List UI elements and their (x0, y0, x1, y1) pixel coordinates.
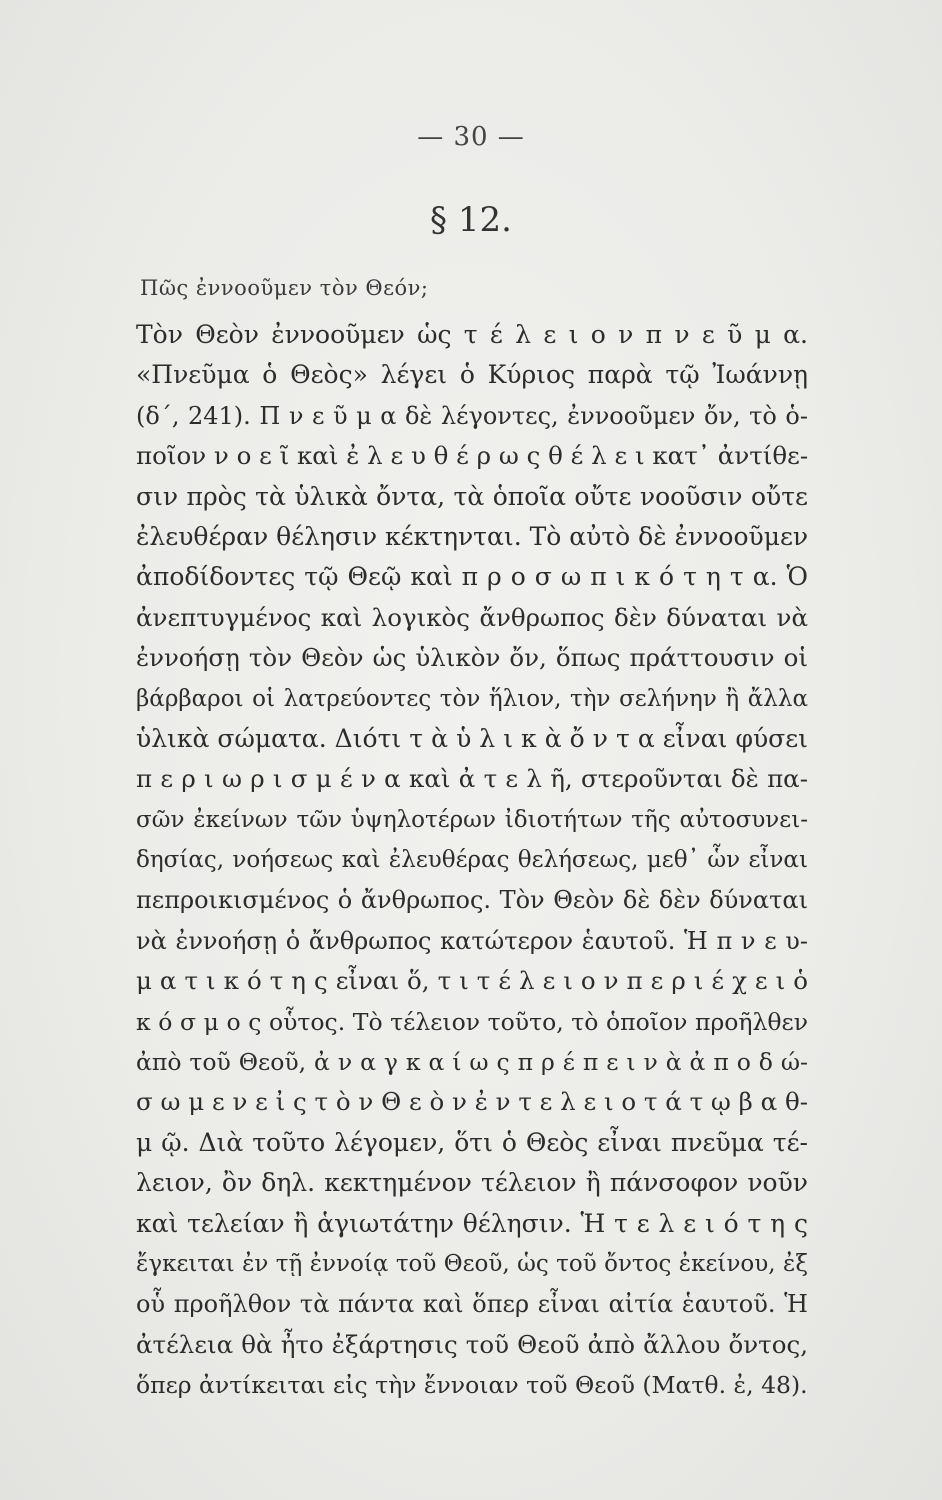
text-line: Τὸν Θεὸν ἐννοοῦμεν ὡς τ έ λ ε ι ο ν π ν ε ῦ μ α. (136, 320, 808, 349)
text-line: ἐλευθέραν θέλησιν κέκτηνται. Τὸ αὐτὸ δὲ ἐννοοῦμεν (136, 521, 809, 551)
text-line: νὰ ἐννοήσῃ ὁ ἄνθρωπος κατώτερον ἑαυτοῦ. Ἡ π ν ε υ- (136, 926, 808, 955)
text-line: ἀπὸ τοῦ Θεοῦ, ἀ ν α γ κ α ί ω ς π ρ έ π ε ι ν ὰ ἀ π ο δ ώ- (136, 1048, 808, 1077)
text-line: (δ΄, 241). Π ν ε ῦ μ α δὲ λέγοντες, ἐννοοῦμεν ὄν, τὸ ὁ- (136, 401, 808, 430)
text-line: δησίας, νοήσεως καὶ ἐλευθέρας θελήσεως, μεθ᾽ ὧν εἶναι (136, 847, 808, 874)
text-line: ἐννοήσῃ τὸν Θεὸν ὡς ὑλικὸν ὄν, ὅπως πράττουσιν οἱ (136, 643, 808, 673)
text-line: σ ω μ ε ν ε ἰ ς τ ὸ ν Θ ε ὸ ν ἐ ν τ ε λ ε ι ο τ ά τ ῳ β α θ- (136, 1087, 808, 1117)
text-line: κ ό σ μ ο ς οὗτος. Τὸ τέλειον τοῦτο, τὸ ὁποῖον προῆλθεν (136, 1007, 808, 1036)
text-line: μ ῷ. Διὰ τοῦτο λέγομεν, ὅτι ὁ Θεὸς εἶναι πνεῦμα τέ- (136, 1127, 808, 1157)
text-line: ποῖον ν ο ε ῖ καὶ ἐ λ ε υ θ έ ρ ω ς θ έ λ ε ι κατ᾽ ἀντίθε- (136, 441, 809, 471)
text-line: μ α τ ι κ ό τ η ς εἶναι ὅ, τ ι τ έ λ ε ι ο ν π ε ρ ι έ χ ε ι ὁ (136, 966, 808, 996)
section-question: Πῶς ἐννοοῦμεν τὸν Θεόν; (140, 276, 429, 300)
text-line: σιν πρὸς τὰ ὑλικὰ ὄντα, τὰ ὁποῖα οὔτε νοοῦσιν οὔτε (136, 481, 808, 511)
section-heading: § 12. (430, 200, 512, 240)
text-line: βάρβαροι οἱ λατρεύοντες τὸν ἥλιον, τὴν σελήνην ἢ ἄλλα (136, 685, 808, 712)
text-line: πεπροικισμένος ὁ ἄνθρωπος. Τὸν Θεὸν δὲ δὲν δύναται (136, 886, 808, 915)
text-line: καὶ τελείαν ἢ ἁγιωτάτην θέλησιν. Ἡ τ ε λ ε ι ό τ η ς (136, 1208, 808, 1238)
text-line: ἔγκειται ἐν τῇ ἐννοίᾳ τοῦ Θεοῦ, ὡς τοῦ ὄντος ἐκείνου, ἐξ (136, 1250, 808, 1277)
text-line: ἀτέλεια θὰ ἦτο ἐξάρτησις τοῦ Θεοῦ ἀπὸ ἄλλου ὄντος, (136, 1329, 808, 1359)
text-line: ὑλικὰ σώματα. Διότι τ ὰ ὑ λ ι κ ὰ ὄ ν τ α εἶναι φύσει (136, 723, 808, 753)
text-line: ὅπερ ἀντίκειται εἰς τὴν ἔννοιαν τοῦ Θεοῦ (Ματθ. ἐ, 48). (136, 1371, 808, 1400)
text-line: «Πνεῦμα ὁ Θεὸς» λέγει ὁ Κύριος παρὰ τῷ Ἰωάννῃ (136, 360, 808, 390)
text-line: λειον, ὂν δηλ. κεκτημένον τέλειον ἢ πάνσοφον νοῦν (136, 1168, 808, 1198)
text-line: οὗ προῆλθον τὰ πάντα καὶ ὅπερ εἶναι αἰτία ἑαυτοῦ. Ἡ (136, 1290, 808, 1319)
text-line: π ε ρ ι ω ρ ι σ μ έ ν α καὶ ἀ τ ε λ ῆ, στεροῦνται δὲ πα- (136, 764, 808, 794)
text-line: ἀνεπτυγμένος καὶ λογικὸς ἄνθρωπος δὲν δύναται νὰ (136, 602, 808, 632)
text-line: ἀποδίδοντες τῷ Θεῷ καὶ π ρ ο σ ω π ι κ ό τ η τ α. Ὁ (136, 562, 808, 592)
page-number: — 30 — (417, 122, 525, 152)
text-line: σῶν ἐκείνων τῶν ὑψηλοτέρων ἰδιοτήτων τῆς αὐτοσυνει- (136, 806, 808, 833)
body-text (136, 315, 808, 1406)
